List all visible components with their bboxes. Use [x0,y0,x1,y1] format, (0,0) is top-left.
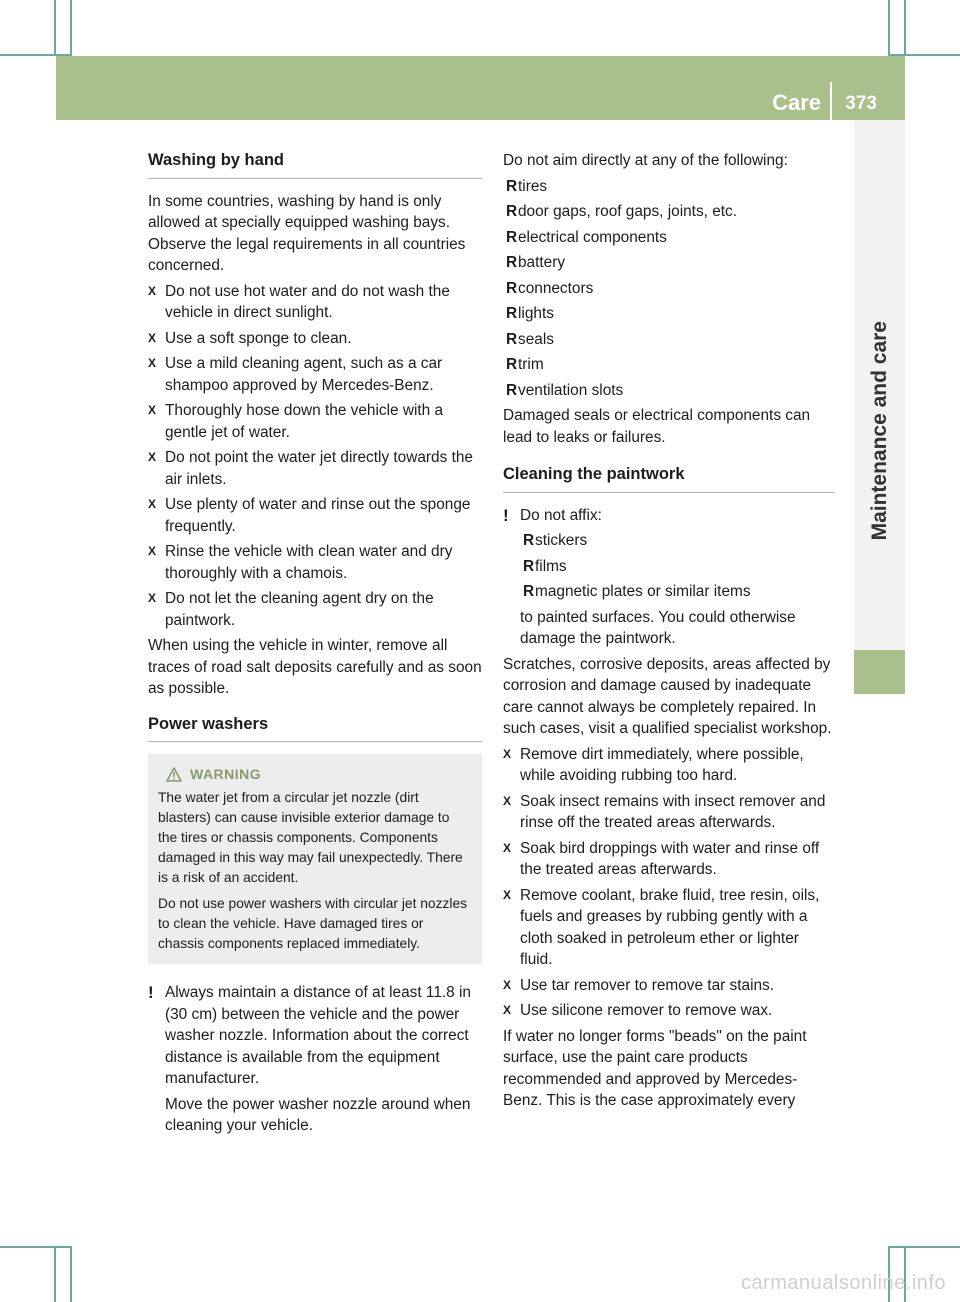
step-arrow-icon: X [503,793,512,808]
step-arrow-icon: X [148,591,157,605]
side-tab-label: Maintenance and care [867,320,891,540]
page-number: 373 [845,93,877,114]
washing-intro: In some countries, washing by hand is only allowed at specially equipped washing bays. Observe the legal requirements in all countries concerned. [148,192,466,274]
paintwork-heading: Cleaning the paintwork [503,464,835,493]
step-item: X Do not use hot water and do not wash the vehicle in direct sunlight. [148,282,450,321]
step-item: X Use plenty of water and rinse out the sponge frequently. [148,496,471,535]
step-item: X Do not let the cleaning agent dry on the paintwork. [148,590,434,629]
step-item: X Use a soft sponge to clean. [148,328,482,350]
step-item: X Do not point the water jet directly towards the air inlets. [148,449,473,488]
warning-box [148,754,482,964]
bullet-icon: R [506,279,518,297]
step-item: X Remove coolant, brake fluid, tree resin, oils, fuels and greases by rubbing gently with a cloth soaked in petroleum ether or lighter fluid. [503,886,820,968]
step-arrow-icon: X [503,746,512,761]
bullet-icon: R [506,356,518,373]
step-item: X Thoroughly hose down the vehicle with a gentle jet of water. [148,402,444,441]
bullet-icon: R [506,254,518,271]
step-item: X Use tar remover to remove tar stains. [503,975,835,997]
notice-block [148,982,482,1137]
bullet-icon: R [506,305,518,322]
aim-intro: Do not aim directly at any of the following: [503,152,788,169]
step-item: X Rinse the vehicle with clean water and dry thoroughly with a chamois. [148,543,453,582]
warning-para: The water jet from a circular jet nozzle (dirt blasters) can cause invisible exterior damage to the tires or chassis components. Components damaged in this way may fail unexpectedly. There is a risk of an accident. [158,790,463,885]
aim-outro: Damaged seals or electrical components can lead to leaks or failures. [503,407,811,446]
bullet-icon: R [523,532,535,549]
step-arrow-icon: X [503,840,512,855]
bullet-icon: R [506,330,518,348]
bullet-icon: R [506,177,518,195]
crop-mark [904,0,906,56]
list-item: R ventilation slots [503,380,835,402]
list-item: R lights [503,303,835,325]
step-arrow-icon: X [148,356,157,370]
notice-para: Always maintain a distance of at least 11.8 in (30 cm) between the vehicle and the power washer nozzle. Information about the correct distance is available from the equipment manufacturer. [165,984,471,1087]
section-title: Care [772,90,821,115]
bullet-icon: R [506,381,518,399]
step-arrow-icon: X [148,330,157,345]
notice-exclamation-icon: ! [503,505,509,525]
warning-para: Do not use power washers with circular jet nozzles to clean the vehicle. Have damaged tires or chassis components replaced immediately. [158,896,468,951]
side-tab-marker [854,650,905,694]
warning-triangle-icon [166,767,182,782]
list-item: R electrical components [503,227,835,249]
step-arrow-icon: X [503,887,512,902]
header-bar [56,56,905,120]
notice-exclamation-icon: ! [148,983,154,1002]
crop-mark [888,0,890,56]
step-arrow-icon: X [503,977,512,992]
warning-header [158,764,472,784]
step-item: X Use silicone remover to remove wax. [503,1000,835,1022]
step-arrow-icon: X [503,1003,512,1017]
list-item: R stickers [520,530,835,552]
list-item: R battery [503,252,835,274]
bullet-icon: R [523,557,535,575]
list-item: R trim [503,354,835,376]
winter-text: When using the vehicle in winter, remove all traces of road salt deposits carefully and as soon as possible. [148,637,482,697]
side-tab-label-wrap [854,120,905,540]
watermark: carmanualsonline.info [740,1272,946,1294]
crop-mark [0,1246,72,1248]
crop-mark [54,1246,56,1302]
step-item: X Use a mild cleaning agent, such as a car shampoo approved by Mercedes-Benz. [148,355,443,394]
bullet-icon: R [506,228,518,246]
affix-intro: Do not affix: [520,506,602,524]
right-column [503,150,835,1116]
beads-text: If water no longer forms "beads" on the paint surface, use the paint care products recommended and approved by Mercedes-Benz. This is the case approximately every [503,1027,807,1109]
list-item: R door gaps, roof gaps, joints, etc. [503,201,835,223]
list-item: R seals [503,329,835,351]
header-separator [830,82,832,120]
left-column [148,150,482,1141]
list-item: R tires [503,176,835,198]
step-item: X Soak bird droppings with water and rinse off the treated areas afterwards. [503,839,820,878]
step-arrow-icon: X [148,283,157,298]
notice-para: Move the power washer nozzle around when cleaning your vehicle. [165,1095,471,1134]
step-item: X Soak insect remains with insect remover and rinse off the treated areas afterwards. [503,792,826,831]
crop-mark [54,0,56,56]
washing-heading: Washing by hand [148,150,482,179]
step-arrow-icon: X [148,544,157,558]
list-item: R connectors [503,278,835,300]
step-arrow-icon: X [148,403,157,417]
notice-block [503,505,835,650]
list-item: R magnetic plates or similar items [520,581,835,603]
crop-mark [888,1246,960,1248]
list-item: R films [520,556,835,578]
crop-mark [70,1246,72,1302]
warning-title: WARNING [190,766,262,782]
bullet-icon: R [523,583,535,600]
step-arrow-icon: X [148,450,157,464]
bullet-icon: R [506,203,518,220]
step-item: X Remove dirt immediately, where possible, while avoiding rubbing too hard. [503,745,804,784]
crop-mark [70,0,72,56]
power-washers-heading: Power washers [148,714,482,743]
scratches-text: Scratches, corrosive deposits, areas affected by corrosion and damage caused by inadequate care cannot always be completely repaired. In such cases, visit a qualified specialist workshop. [503,655,832,737]
step-arrow-icon: X [148,497,157,511]
affix-outro: to painted surfaces. You could otherwise damage the paintwork. [520,608,796,647]
